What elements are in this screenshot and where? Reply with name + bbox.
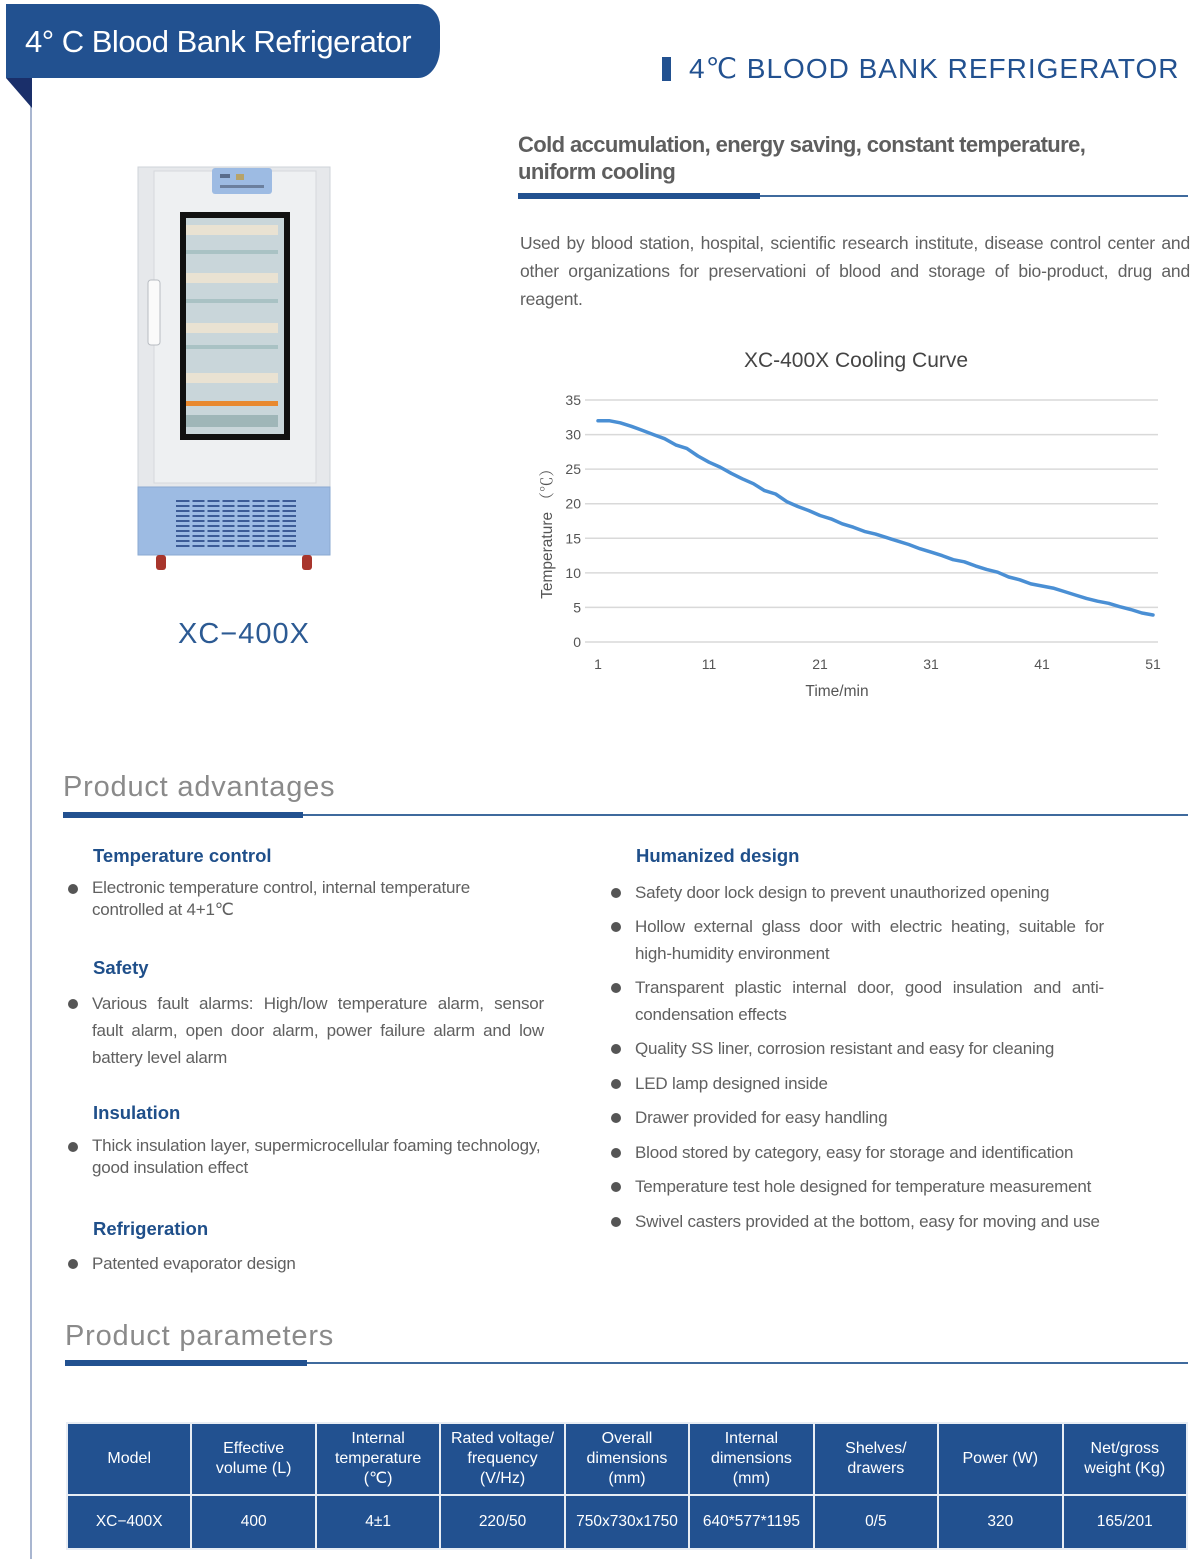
- cooling-curve-chart: [520, 340, 1180, 710]
- bullet-icon: [611, 1044, 621, 1054]
- col-header-shelves-drawers: Shelves/ drawers: [814, 1423, 938, 1495]
- cell-power: 320: [938, 1495, 1062, 1549]
- table-header-row: [67, 1423, 1187, 1495]
- x-tick-label: 31: [923, 656, 939, 672]
- advantages-section-title: Product advantages: [63, 771, 336, 803]
- cell-shelves-drawers: 0/5: [814, 1495, 938, 1549]
- cell-weight: 165/201: [1063, 1495, 1188, 1549]
- adv-item-text: LED lamp designed inside: [635, 1074, 828, 1093]
- adv-heading-humanized-design: Humanized design: [636, 845, 800, 866]
- x-tick-label: 51: [1145, 656, 1161, 672]
- adv-item-text: Temperature test hole designed for temperature measurement: [635, 1177, 1092, 1196]
- x-tick-label: 11: [701, 656, 717, 672]
- y-tick-label: 10: [565, 564, 581, 581]
- adv-item-text: Quality SS liner, corrosion resistant and easy for cleaning: [635, 1039, 1055, 1058]
- adv-item: [635, 974, 1104, 1028]
- bullet-icon: [68, 1259, 78, 1269]
- col-header-effective-volume: Effective volume (L): [191, 1423, 315, 1495]
- col-header-weight: Net/gross weight (Kg): [1063, 1423, 1188, 1495]
- feature-heading: Cold accumulation, energy saving, constant temperature, uniform cooling: [518, 132, 1086, 184]
- adv-heading-refrigeration: Refrigeration: [93, 1218, 209, 1239]
- adv-item-text: Safety door lock design to prevent unauthorized opening: [635, 883, 1050, 902]
- door-handle: [148, 280, 160, 345]
- cell-overall-dimensions: 750x730x1750: [565, 1495, 689, 1549]
- col-header-internal-dimensions: Internal dimensions (mm): [689, 1423, 813, 1495]
- ribbon-fold: [6, 78, 32, 108]
- adv-item-text: Patented evaporator design: [92, 1254, 296, 1273]
- adv-heading-temperature-control: Temperature control: [93, 845, 272, 866]
- parameters-table: [66, 1422, 1188, 1550]
- caster-left: [156, 555, 166, 570]
- brand-header: [662, 52, 1180, 85]
- page-title: 4° C Blood Bank Refrigerator: [25, 24, 412, 59]
- chart-series: [598, 421, 1153, 615]
- adv-item: [92, 877, 512, 921]
- brand-accent-bar: [662, 57, 671, 81]
- title-ribbon: [6, 4, 440, 78]
- chart-y-axis-label: Temperature （℃）: [539, 461, 556, 599]
- adv-item: [92, 1135, 570, 1179]
- adv-item-text: Swivel casters provided at the bottom, easy for moving and use: [635, 1212, 1100, 1231]
- adv-heading-insulation: Insulation: [93, 1102, 181, 1123]
- y-tick-label: 0: [573, 634, 581, 650]
- bullet-icon: [611, 922, 621, 932]
- y-tick-label: 15: [565, 530, 581, 547]
- cell-internal-dimensions: 640*577*1195: [689, 1495, 813, 1549]
- adv-item: [635, 913, 1104, 967]
- page-left-rule: [30, 104, 32, 1559]
- cell-rated-voltage: 220/50: [440, 1495, 564, 1549]
- cell-model: XC−400X: [67, 1495, 191, 1549]
- col-header-power: Power (W): [938, 1423, 1062, 1495]
- series-line: [598, 421, 1153, 615]
- adv-item: [635, 1035, 1135, 1062]
- bullet-icon: [68, 999, 78, 1009]
- adv-item-text: Drawer provided for easy handling: [635, 1108, 888, 1127]
- advantages-divider-accent: [63, 812, 303, 818]
- x-tick-label: 41: [1034, 656, 1050, 672]
- x-tick-label: 1: [594, 656, 602, 672]
- y-tick-label: 35: [565, 392, 581, 408]
- bullet-icon: [611, 1182, 621, 1192]
- chart-title: XC-400X Cooling Curve: [743, 349, 969, 372]
- parameters-section-title: Product parameters: [65, 1320, 335, 1352]
- table-row: [67, 1495, 1187, 1549]
- adv-item-text: Hollow external glass door with electric heating, suitable for high-humidity environment: [635, 917, 1104, 963]
- adv-item: [92, 990, 544, 1071]
- product-model-caption: XC−400X: [178, 618, 310, 650]
- adv-item-text: Electronic temperature control, internal temperature controlled at 4+1℃: [92, 878, 470, 919]
- chart-y-ticks: [565, 392, 581, 650]
- adv-item-text: Various fault alarms: High/low temperature alarm, sensor fault alarm, open door alarm, power failure alarm and low battery level alarm: [92, 994, 544, 1067]
- parameters-divider-accent: [65, 1360, 307, 1366]
- chart-x-axis-label: Time/min: [805, 683, 869, 700]
- bullet-icon: [68, 1142, 78, 1152]
- adv-item: [635, 1070, 1135, 1097]
- y-tick-label: 30: [565, 426, 581, 443]
- bullet-icon: [611, 1217, 621, 1227]
- adv-item-text: Blood stored by category, easy for storage and identification: [635, 1143, 1074, 1162]
- cell-effective-volume: 400: [191, 1495, 315, 1549]
- adv-item: [635, 1139, 1135, 1166]
- control-panel: [212, 168, 272, 194]
- adv-item-text: Thick insulation layer, supermicrocellular foaming technology, good insulation effect: [92, 1136, 541, 1177]
- adv-item: [635, 879, 1105, 906]
- y-tick-label: 20: [565, 495, 581, 512]
- bullet-icon: [611, 1113, 621, 1123]
- bullet-icon: [611, 1079, 621, 1089]
- col-header-rated-voltage: Rated voltage/ frequency (V/Hz): [440, 1423, 564, 1495]
- bullet-icon: [611, 888, 621, 898]
- brand-title: 4℃ BLOOD BANK REFRIGERATOR: [689, 53, 1180, 84]
- cell-internal-temperature: 4±1: [316, 1495, 440, 1549]
- adv-item: [635, 1104, 1135, 1131]
- heading-divider-accent: [518, 193, 760, 199]
- caster-right: [302, 555, 312, 570]
- adv-item: [92, 1250, 532, 1277]
- y-tick-label: 25: [565, 461, 581, 478]
- x-tick-label: 21: [812, 656, 828, 672]
- bullet-icon: [611, 1148, 621, 1158]
- col-header-model: Model: [67, 1423, 191, 1495]
- col-header-internal-temperature: Internal temperature (℃): [316, 1423, 440, 1495]
- chart-x-ticks: [594, 656, 1161, 672]
- product-photo: [136, 165, 332, 575]
- chart-gridlines: [585, 400, 1158, 642]
- adv-item: [635, 1208, 1175, 1235]
- adv-item-text: Transparent plastic internal door, good insulation and anti-condensation effects: [635, 978, 1104, 1024]
- col-header-overall-dimensions: Overall dimensions (mm): [565, 1423, 689, 1495]
- adv-heading-safety: Safety: [93, 957, 149, 978]
- bullet-icon: [68, 884, 78, 894]
- adv-item: [635, 1173, 1155, 1200]
- bullet-icon: [611, 983, 621, 993]
- product-description: Used by blood station, hospital, scientific research institute, disease control center and other organizations for preservationi of blood and storage of bio-product, drug and reagent.: [520, 233, 1190, 309]
- y-tick-label: 5: [573, 599, 581, 616]
